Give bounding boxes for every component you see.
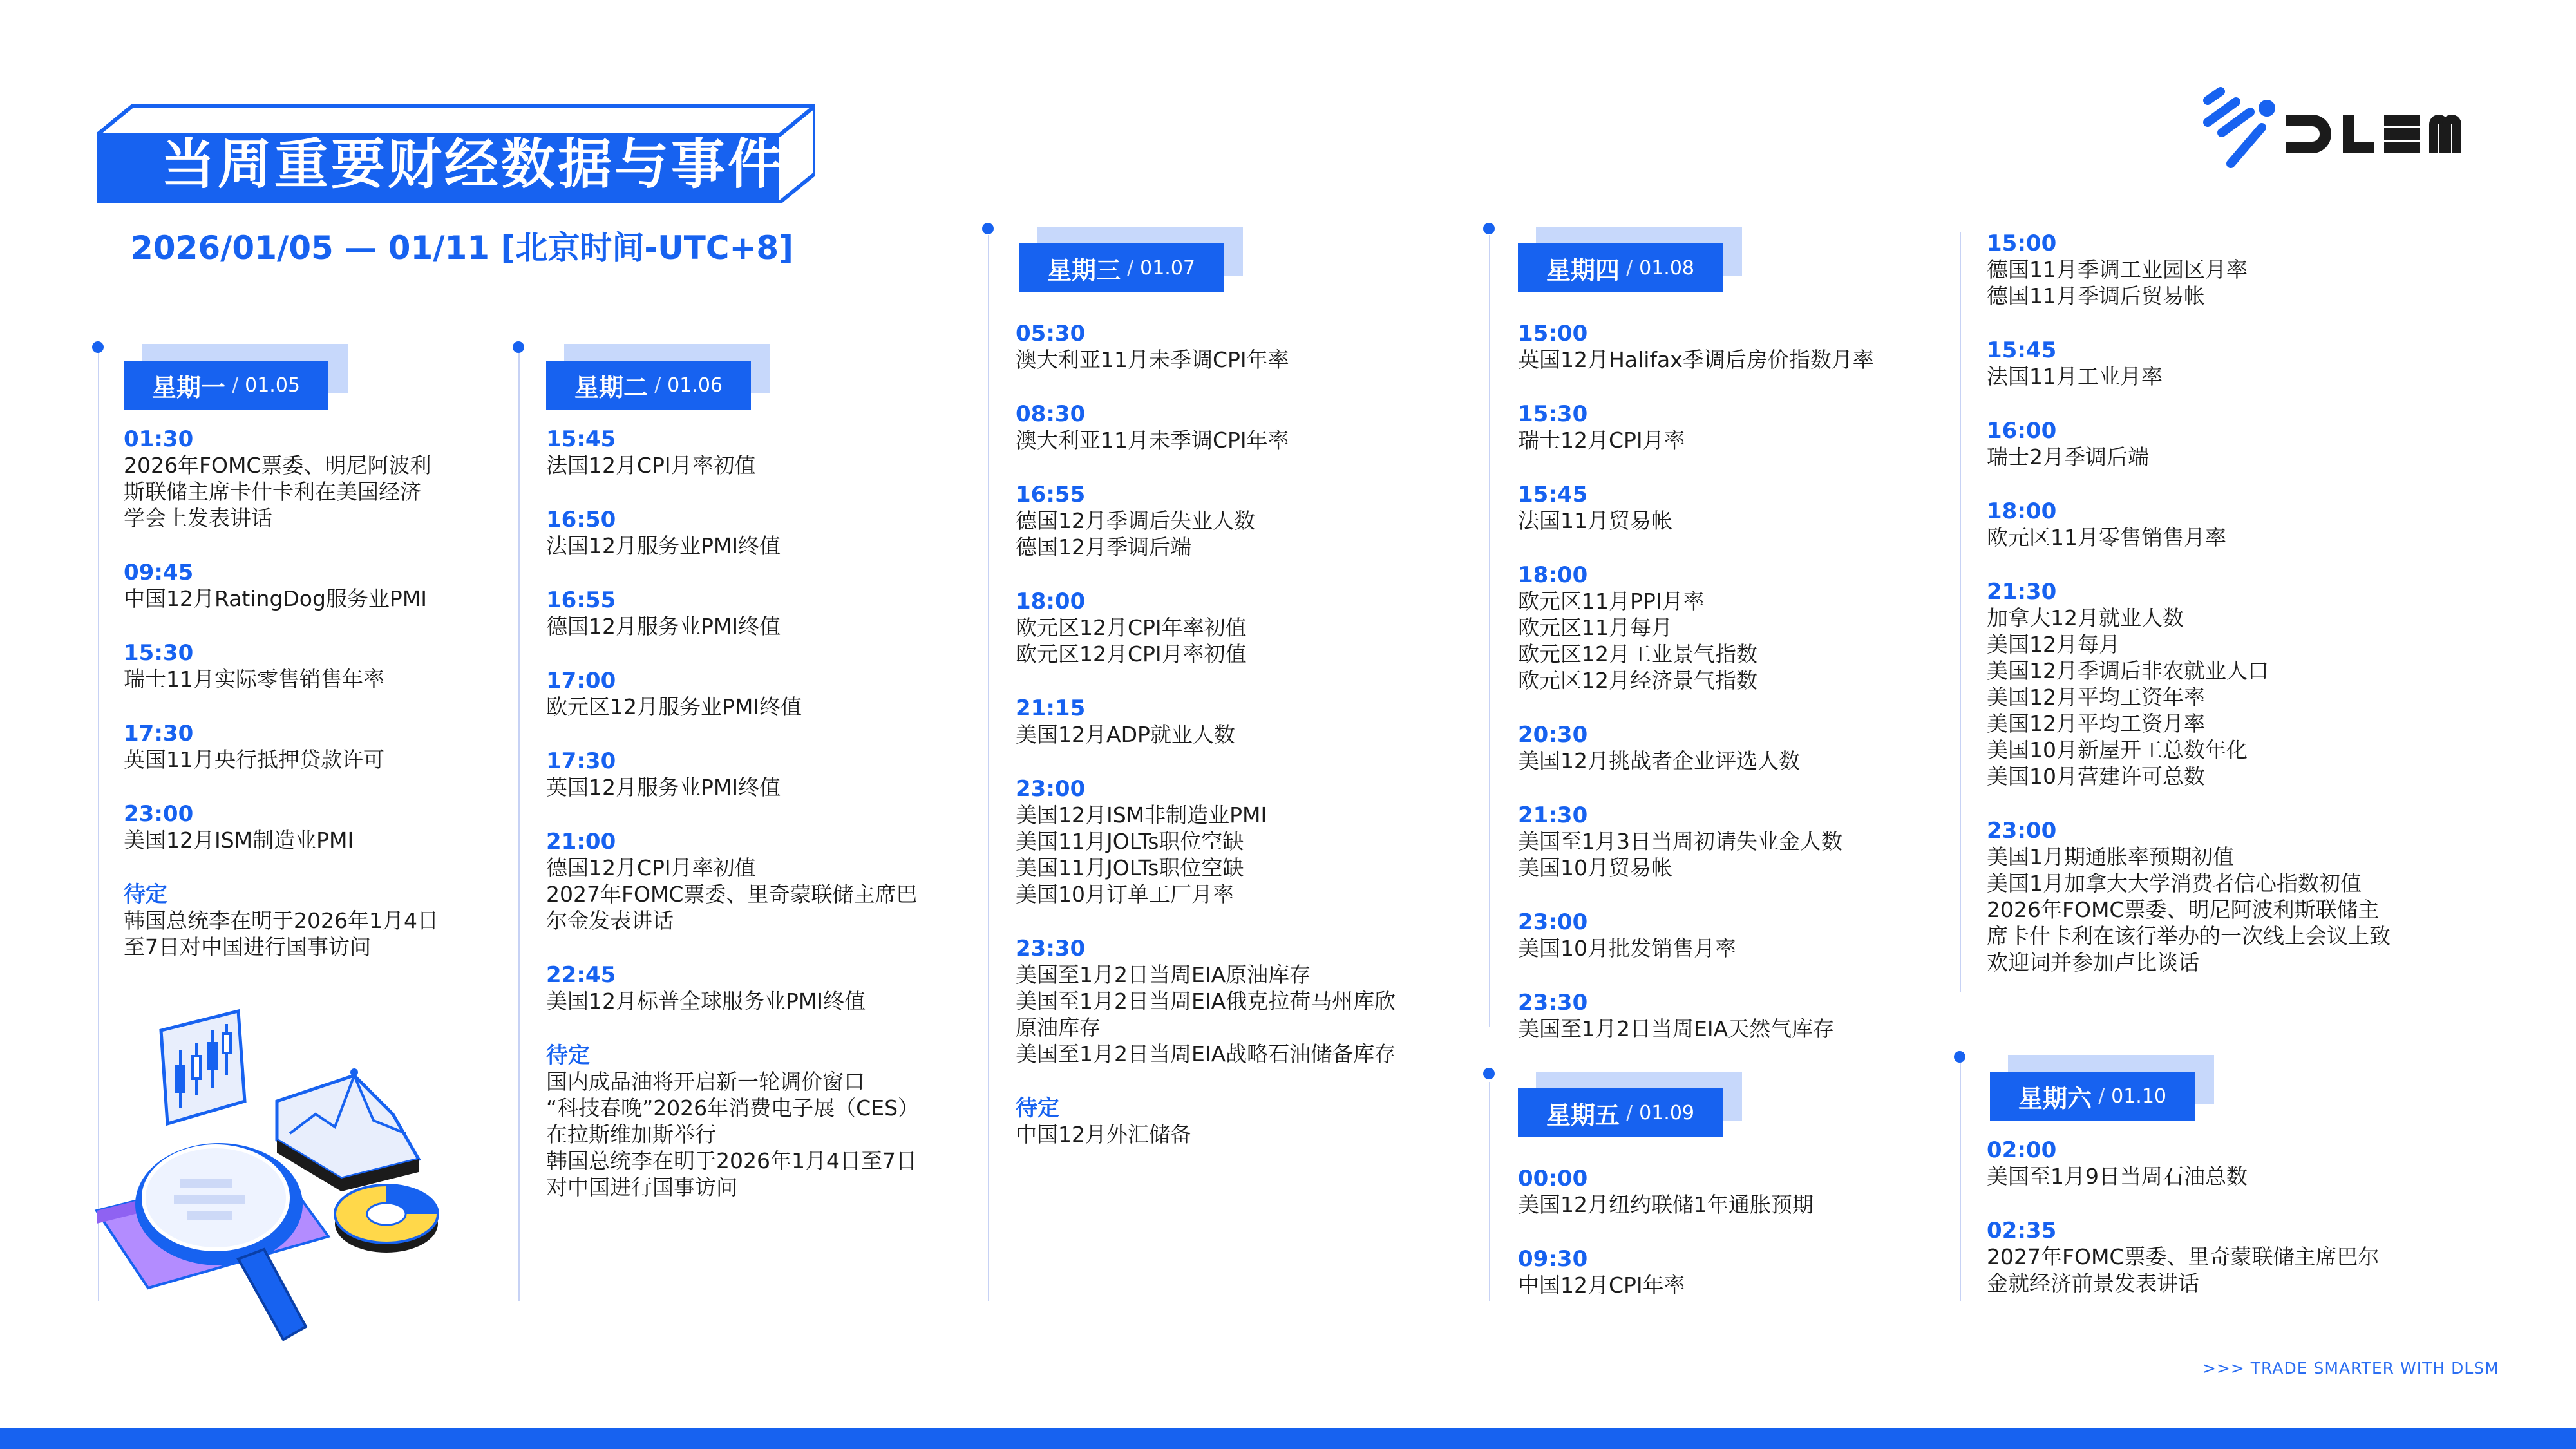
event-time: 17:30 <box>546 748 616 774</box>
event-time: 00:00 <box>1518 1166 1588 1191</box>
event-description: 瑞士11月实际零售销售年率 <box>124 667 384 692</box>
day-date: 01.06 <box>667 374 723 397</box>
event-description: 英国12月Halifax季调后房价指数月率 <box>1518 347 1874 372</box>
event-description: 美国12月每月 <box>1987 632 2120 657</box>
event-description: 美国12月纽约联储1年通胀预期 <box>1518 1192 1814 1217</box>
event-description: 美国10月新屋开工总数年化 <box>1987 737 2248 762</box>
event-description: 美国11月JOLTs职位空缺 <box>1016 855 1244 880</box>
event-item <box>124 721 384 773</box>
day-name: 星期二 <box>574 373 649 402</box>
event-description: 在拉斯维加斯举行 <box>546 1122 716 1147</box>
separator: / <box>1127 256 1134 279</box>
event-description: 美国10月营建许可总数 <box>1987 764 2205 789</box>
separator: / <box>1626 256 1633 279</box>
date-range: 2026/01/05 — 01/11 [北京时间-UTC+8] <box>131 229 794 267</box>
event-description: 美国12月平均工资月率 <box>1987 711 2205 736</box>
event-item <box>1987 498 2226 551</box>
event-description: 美国12月季调后非农就业人口 <box>1987 658 2269 683</box>
event-time: 08:30 <box>1016 401 1086 427</box>
event-time: 02:00 <box>1987 1137 2057 1163</box>
event-description: 德国12月季调后失业人数 <box>1016 508 1255 533</box>
event-description: 学会上发表讲话 <box>124 506 272 531</box>
event-time: 15:00 <box>1518 321 1588 346</box>
event-description: 欧元区12月CPI年率初值 <box>1016 615 1247 640</box>
timeline-line <box>518 348 520 1301</box>
event-item <box>1016 696 1235 748</box>
dlsm-logo-icon <box>2202 82 2473 179</box>
event-item <box>1518 321 1874 373</box>
timeline-dot <box>982 223 994 234</box>
event-description: 至7日对中国进行国事访问 <box>124 934 371 960</box>
event-time: 15:30 <box>124 640 194 666</box>
event-description: 法国12月服务业PMI终值 <box>546 533 781 558</box>
event-time: 01:30 <box>124 426 194 452</box>
day-name: 星期一 <box>152 373 226 402</box>
event-item <box>1987 1218 2379 1296</box>
event-item <box>124 801 354 853</box>
day-date: 01.05 <box>245 374 301 397</box>
event-description: 欧元区12月CPI月率初值 <box>1016 641 1247 667</box>
bottom-bar <box>0 1428 2576 1449</box>
event-description: 尔金发表讲话 <box>546 908 674 933</box>
event-description: 英国12月服务业PMI终值 <box>546 775 781 800</box>
timeline-dot <box>513 341 524 353</box>
event-description: 国内成品油将开启新一轮调价窗口 <box>546 1069 865 1094</box>
event-description: 美国12月挑战者企业评选人数 <box>1518 748 1800 773</box>
event-description: 欧元区12月经济景气指数 <box>1518 668 1757 693</box>
day-date: 01.08 <box>1639 256 1695 279</box>
event-description: 德国11月季调工业园区月率 <box>1987 257 2248 282</box>
event-time: 21:00 <box>546 829 616 855</box>
event-time: 15:30 <box>1518 401 1588 427</box>
event-item <box>1016 776 1267 907</box>
event-description: 法国11月贸易帐 <box>1518 508 1672 533</box>
timeline-line <box>988 235 989 1301</box>
event-description: 瑞士12月CPI月率 <box>1518 428 1685 453</box>
event-description: 2026年FOMC票委、明尼阿波利 <box>124 453 431 478</box>
event-time: 22:45 <box>546 962 616 988</box>
event-item <box>124 560 427 612</box>
event-item <box>1987 579 2269 790</box>
event-description: 欢迎词并参加卢比谈话 <box>1987 950 2199 975</box>
event-time: 16:55 <box>546 587 616 613</box>
event-time: 20:30 <box>1518 722 1588 748</box>
event-item <box>1518 1246 1685 1298</box>
event-item <box>546 668 802 720</box>
day-name: 星期五 <box>1546 1101 1620 1130</box>
event-description: 法国11月工业月率 <box>1987 364 2163 389</box>
event-item <box>1016 321 1289 373</box>
event-item <box>1518 482 1672 534</box>
event-item <box>546 587 781 639</box>
event-description: 德国12月CPI月率初值 <box>546 855 756 880</box>
event-item <box>1016 936 1396 1067</box>
event-description: 德国12月服务业PMI终值 <box>546 614 781 639</box>
event-item <box>546 1043 919 1200</box>
day-name: 星期三 <box>1047 256 1121 285</box>
separator: / <box>232 374 239 397</box>
event-description: 美国12月ISM非制造业PMI <box>1016 802 1267 828</box>
event-item <box>1518 401 1685 453</box>
timeline-line <box>1489 235 1490 1027</box>
event-description: 美国至1月2日当周EIA原油库存 <box>1016 962 1311 987</box>
event-time: 15:45 <box>1987 337 2057 363</box>
event-time: 15:00 <box>1987 231 2057 256</box>
event-description: 美国12月ISM制造业PMI <box>124 828 354 853</box>
event-item <box>546 507 781 559</box>
event-description: 英国11月央行抵押贷款许可 <box>124 747 384 772</box>
separator: / <box>1626 1101 1633 1124</box>
event-description: 金就经济前景发表讲话 <box>1987 1271 2199 1296</box>
event-description: 美国至1月9日当周石油总数 <box>1987 1164 2248 1189</box>
day-name: 星期六 <box>2018 1084 2092 1113</box>
event-time: 09:30 <box>1518 1246 1588 1272</box>
event-time: 18:00 <box>1016 589 1086 614</box>
event-time: 待定 <box>1016 1095 1059 1121</box>
event-description: 席卡什卡利在该行举办的一次线上会议上致 <box>1987 923 2391 949</box>
event-item <box>1016 401 1289 453</box>
event-item <box>1016 1095 1191 1148</box>
separator: / <box>2098 1084 2105 1108</box>
event-description: 美国12月平均工资年率 <box>1987 685 2205 710</box>
brand-logo <box>2202 82 2473 179</box>
event-description: 瑞士2月季调后端 <box>1987 444 2149 469</box>
event-time: 21:30 <box>1987 579 2057 605</box>
event-description: 德国12月季调后端 <box>1016 535 1191 560</box>
day-date: 01.10 <box>2111 1084 2167 1108</box>
separator: / <box>654 374 661 397</box>
magnifier-chart-illustration-icon <box>84 1005 470 1352</box>
event-description: 2027年FOMC票委、里奇蒙联储主席巴 <box>546 882 918 907</box>
event-description: 加拿大12月就业人数 <box>1987 605 2184 630</box>
event-item <box>124 882 439 960</box>
event-description: 美国10月订单工厂月率 <box>1016 882 1234 907</box>
event-description: 法国12月CPI月率初值 <box>546 453 756 478</box>
event-description: 美国至1月2日当周EIA俄克拉荷马州库欣 <box>1016 989 1396 1014</box>
timeline-line <box>1489 1082 1490 1301</box>
event-description: 原油库存 <box>1016 1015 1101 1040</box>
event-item <box>1987 231 2248 309</box>
event-item <box>1518 722 1800 774</box>
event-time: 18:00 <box>1987 498 2057 524</box>
event-item <box>124 640 384 692</box>
event-time: 16:55 <box>1016 482 1086 507</box>
event-item <box>1987 418 2149 470</box>
event-description: 欧元区12月工业景气指数 <box>1518 641 1757 667</box>
event-item <box>546 426 756 478</box>
event-time: 17:30 <box>124 721 194 746</box>
event-description: “科技春晚”2026年消费电子展（CES） <box>546 1095 920 1121</box>
event-time: 05:30 <box>1016 321 1086 346</box>
event-time: 23:00 <box>1518 909 1588 935</box>
event-description: 美国至1月2日当周EIA天然气库存 <box>1518 1016 1835 1041</box>
event-item <box>1987 1137 2248 1189</box>
event-description: 德国11月季调后贸易帐 <box>1987 283 2205 308</box>
timeline-line <box>1960 1056 1961 1301</box>
event-description: 美国10月贸易帐 <box>1518 855 1672 880</box>
event-description: 2026年FOMC票委、明尼阿波利斯联储主 <box>1987 897 2380 922</box>
event-item <box>1518 802 1842 881</box>
event-description: 美国1月期通胀率预期初值 <box>1987 844 2234 869</box>
event-description: 欧元区12月服务业PMI终值 <box>546 694 802 719</box>
event-time: 23:00 <box>124 801 194 827</box>
event-time: 23:30 <box>1518 990 1588 1016</box>
event-description: 韩国总统李在明于2026年1月4日 <box>124 908 439 933</box>
event-item <box>1518 990 1834 1042</box>
event-description: 欧元区11月PPI月率 <box>1518 589 1705 614</box>
event-item <box>1518 909 1736 961</box>
event-description: 对中国进行国事访问 <box>546 1175 737 1200</box>
event-time: 16:50 <box>546 507 616 533</box>
timeline-dot <box>1483 223 1495 234</box>
event-description: 欧元区11月零售销售月率 <box>1987 525 2226 550</box>
day-name: 星期四 <box>1546 256 1620 285</box>
event-description: 中国12月CPI年率 <box>1518 1273 1685 1298</box>
event-description: 斯联储主席卡什卡利在美国经济 <box>124 479 421 504</box>
event-item <box>546 748 781 800</box>
event-description: 欧元区11月每月 <box>1518 615 1672 640</box>
event-description: 澳大利亚11月未季调CPI年率 <box>1016 347 1289 372</box>
event-time: 23:30 <box>1016 936 1086 961</box>
event-time: 21:15 <box>1016 696 1086 721</box>
event-item <box>1987 337 2163 390</box>
event-time: 16:00 <box>1987 418 2057 444</box>
event-time: 21:30 <box>1518 802 1588 828</box>
timeline-dot <box>92 341 104 353</box>
event-time: 待定 <box>546 1043 590 1068</box>
event-time: 23:00 <box>1987 818 2057 844</box>
event-item <box>546 962 866 1014</box>
event-item <box>1518 1166 1814 1218</box>
day-date: 01.07 <box>1140 256 1196 279</box>
event-time: 23:00 <box>1016 776 1086 802</box>
event-time: 15:45 <box>1518 482 1588 507</box>
timeline-line <box>1960 232 1961 992</box>
day-date: 01.09 <box>1639 1101 1695 1124</box>
event-description: 2027年FOMC票委、里奇蒙联储主席巴尔 <box>1987 1244 2380 1269</box>
event-description: 美国10月批发销售月率 <box>1518 936 1736 961</box>
event-time: 待定 <box>124 882 167 907</box>
event-description: 美国至1月2日当周EIA战略石油储备库存 <box>1016 1041 1396 1066</box>
event-description: 中国12月外汇储备 <box>1016 1122 1191 1147</box>
event-item <box>1518 562 1757 694</box>
event-item <box>546 829 917 934</box>
event-time: 17:00 <box>546 668 616 694</box>
event-description: 中国12月RatingDog服务业PMI <box>124 586 428 611</box>
event-description: 美国11月JOLTs职位空缺 <box>1016 829 1244 854</box>
event-time: 02:35 <box>1987 1218 2057 1244</box>
event-description: 美国12月ADP就业人数 <box>1016 722 1235 747</box>
footer-tagline: >>> TRADE SMARTER WITH DLSM <box>2202 1359 2499 1378</box>
event-time: 09:45 <box>124 560 194 585</box>
event-item <box>1016 482 1255 560</box>
event-description: 美国12月标普全球服务业PMI终值 <box>546 989 866 1014</box>
timeline-dot <box>1954 1051 1965 1063</box>
event-description: 澳大利亚11月未季调CPI年率 <box>1016 428 1289 453</box>
event-item <box>1987 818 2391 976</box>
event-description: 韩国总统李在明于2026年1月4日至7日 <box>546 1148 917 1173</box>
event-description: 美国1月加拿大大学消费者信心指数初值 <box>1987 871 2362 896</box>
event-item <box>124 426 431 531</box>
event-description: 美国至1月3日当周初请失业金人数 <box>1518 829 1842 854</box>
event-time: 15:45 <box>546 426 616 452</box>
event-time: 18:00 <box>1518 562 1588 588</box>
timeline-dot <box>1483 1068 1495 1079</box>
finance-illustration <box>84 1005 470 1352</box>
page-title: 当周重要财经数据与事件 <box>161 133 785 196</box>
event-item <box>1016 589 1247 667</box>
